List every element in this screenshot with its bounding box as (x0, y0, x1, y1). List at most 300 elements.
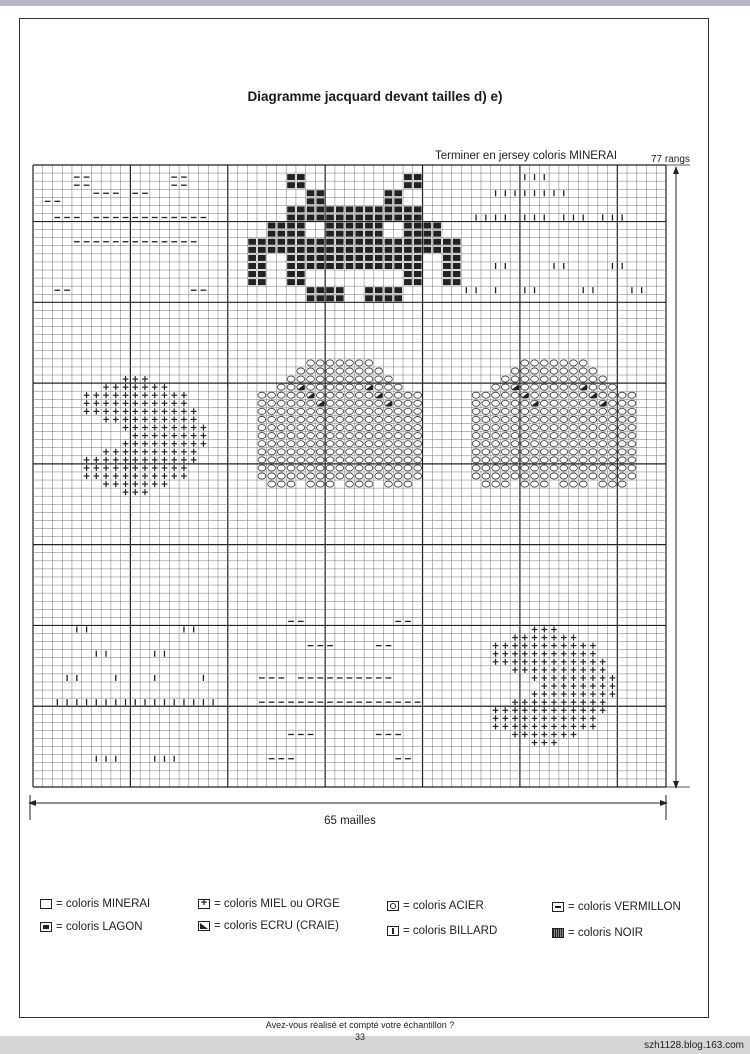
stitch-acier (326, 360, 334, 366)
stitch-acier (492, 457, 500, 463)
stitch-acier (385, 376, 393, 382)
legend-item-miel (198, 898, 340, 910)
stitch-noir (355, 247, 363, 253)
stitch-acier (560, 424, 568, 430)
stitch-acier (599, 384, 607, 390)
stitch-acier (307, 473, 315, 479)
stitch-acier (404, 424, 412, 430)
stitch-acier (570, 424, 578, 430)
stitch-acier (589, 376, 597, 382)
stitch-acier (560, 457, 568, 463)
stitch-acier (326, 400, 334, 406)
legend-label: = coloris MIEL ou ORGE (214, 898, 340, 910)
stitch-acier (375, 441, 383, 447)
stitch-acier (579, 473, 587, 479)
stitch-acier (365, 360, 373, 366)
stitch-acier (365, 481, 373, 487)
stitch-acier (365, 416, 373, 422)
stitch-acier (316, 416, 324, 422)
stitch-acier (540, 416, 548, 422)
stitch-noir (336, 247, 344, 253)
stitch-acier (346, 433, 354, 439)
stitch-acier (540, 360, 548, 366)
stitch-acier (521, 481, 529, 487)
stitch-acier (628, 416, 636, 422)
stitch-acier (521, 457, 529, 463)
stitch-acier (346, 400, 354, 406)
stitch-acier (385, 392, 393, 398)
stitch-acier (375, 368, 383, 374)
stitch-noir (365, 247, 373, 253)
stitch-noir (365, 214, 373, 220)
stitch-acier (307, 424, 315, 430)
stitch-acier (472, 400, 480, 406)
legend-label: = coloris MINERAI (56, 898, 151, 910)
stitch-acier (277, 457, 285, 463)
stitch-acier (297, 449, 305, 455)
stitch-noir (336, 206, 344, 212)
stitch-acier (355, 441, 363, 447)
stitch-acier (297, 376, 305, 382)
stitch-noir (365, 263, 373, 269)
stitch-acier (492, 400, 500, 406)
stitch-acier (365, 408, 373, 414)
stitch-acier (326, 457, 334, 463)
stitch-acier (628, 424, 636, 430)
stitch-acier (521, 441, 529, 447)
stitch-noir (433, 239, 441, 245)
stitch-noir (307, 198, 315, 204)
stitch-noir (297, 271, 305, 277)
stitch-acier (404, 392, 412, 398)
stitch-acier (531, 416, 539, 422)
stitch-noir (375, 206, 383, 212)
stitch-acier (336, 368, 344, 374)
stitch-acier (618, 392, 626, 398)
stitch-acier (570, 360, 578, 366)
stitch-acier (268, 441, 276, 447)
stitch-noir (346, 239, 354, 245)
stitch-acier (277, 465, 285, 471)
stitch-acier (365, 465, 373, 471)
stitch-acier (414, 408, 422, 414)
stitch-acier (628, 473, 636, 479)
stitch-acier (277, 433, 285, 439)
stitch-noir (258, 255, 266, 261)
stitch-acier (628, 457, 636, 463)
stitch-noir (346, 263, 354, 269)
stitch-acier (355, 360, 363, 366)
stitch-noir (414, 214, 422, 220)
stitch-acier (511, 368, 519, 374)
stitch-acier (628, 441, 636, 447)
stitch-acier (589, 457, 597, 463)
stitch-noir (307, 247, 315, 253)
stitch-noir (443, 239, 451, 245)
stitch-acier (394, 392, 402, 398)
stitch-acier (277, 441, 285, 447)
stitch-acier (550, 465, 558, 471)
stitch-noir (394, 295, 402, 301)
stitch-acier (589, 473, 597, 479)
stitch-acier (609, 449, 617, 455)
stitch-acier (618, 465, 626, 471)
stitch-noir (404, 174, 412, 180)
stitch-acier (570, 449, 578, 455)
stitch-acier (540, 400, 548, 406)
stitch-acier (355, 473, 363, 479)
plus-square-icon (198, 899, 210, 909)
stitch-acier (492, 433, 500, 439)
stitch-noir (375, 239, 383, 245)
stitch-acier (287, 457, 295, 463)
stitch-noir (297, 206, 305, 212)
stitch-acier (540, 457, 548, 463)
stitch-acier (336, 416, 344, 422)
stitch-noir (365, 231, 373, 237)
stitch-noir (297, 255, 305, 261)
stitch-acier (618, 441, 626, 447)
stitch-acier (287, 408, 295, 414)
stitch-acier (589, 384, 597, 390)
stitch-acier (307, 481, 315, 487)
stitch-noir (336, 287, 344, 293)
stitch-acier (394, 457, 402, 463)
stitch-acier (511, 400, 519, 406)
stitch-acier (414, 433, 422, 439)
stitch-noir (355, 239, 363, 245)
stitch-acier (501, 473, 509, 479)
stitch-acier (385, 416, 393, 422)
stitch-acier (404, 473, 412, 479)
stitch-acier (277, 408, 285, 414)
stitch-acier (326, 449, 334, 455)
stitch-acier (375, 416, 383, 422)
stitch-acier (346, 449, 354, 455)
triangle-square-icon (198, 921, 210, 931)
stitch-acier (277, 473, 285, 479)
stitch-acier (570, 457, 578, 463)
stitch-acier (287, 433, 295, 439)
stitch-acier (579, 424, 587, 430)
stitch-acier (472, 416, 480, 422)
stitch-acier (589, 449, 597, 455)
stitch-acier (268, 457, 276, 463)
stitch-acier (579, 465, 587, 471)
stitch-acier (365, 376, 373, 382)
stitch-acier (472, 408, 480, 414)
stitch-acier (287, 376, 295, 382)
stitch-acier (579, 400, 587, 406)
stitch-acier (560, 376, 568, 382)
stitch-acier (385, 457, 393, 463)
stitch-noir (287, 223, 295, 229)
stitch-acier (482, 400, 490, 406)
stitch-acier (404, 400, 412, 406)
stitch-noir (316, 295, 324, 301)
footer-text: Avez-vous réalisé et compté votre échantillon ? (265, 1020, 455, 1030)
stitch-noir (404, 182, 412, 188)
stitch-acier (521, 360, 529, 366)
stitch-noir (307, 190, 315, 196)
stitch-acier (560, 449, 568, 455)
stitch-acier (307, 376, 315, 382)
stitch-acier (511, 416, 519, 422)
stitch-acier (336, 400, 344, 406)
stitches-label: 65 mailles (324, 815, 376, 827)
stitch-noir (453, 247, 461, 253)
stitch-acier (589, 441, 597, 447)
stitch-acier (326, 392, 334, 398)
stitch-acier (570, 433, 578, 439)
stitch-acier (375, 449, 383, 455)
stitch-noir (404, 239, 412, 245)
stitch-acier (258, 433, 266, 439)
stitch-acier (579, 408, 587, 414)
stitch-acier (297, 433, 305, 439)
stitch-noir (385, 287, 393, 293)
stitch-noir (414, 271, 422, 277)
stitch-acier (492, 384, 500, 390)
stitch-acier (628, 449, 636, 455)
stitch-acier (316, 457, 324, 463)
legend-item-ecru (198, 920, 339, 932)
stitch-acier (336, 433, 344, 439)
stitch-acier (258, 400, 266, 406)
stitch-acier (531, 384, 539, 390)
stitch-acier (385, 408, 393, 414)
stitch-acier (570, 481, 578, 487)
stitch-acier (346, 424, 354, 430)
stitch-acier (297, 416, 305, 422)
stitch-acier (609, 384, 617, 390)
stitch-acier (316, 441, 324, 447)
stitch-acier (307, 400, 315, 406)
stitch-acier (521, 384, 529, 390)
stitch-acier (492, 416, 500, 422)
height-arrow-bottom (673, 781, 679, 789)
stitch-acier (316, 433, 324, 439)
stitch-acier (375, 408, 383, 414)
stitch-acier (385, 424, 393, 430)
stitch-acier (277, 416, 285, 422)
stitch-acier (531, 424, 539, 430)
stitch-acier (482, 392, 490, 398)
stitch-noir (365, 287, 373, 293)
stitch-acier (414, 465, 422, 471)
stitch-acier (307, 449, 315, 455)
stitch-acier (394, 433, 402, 439)
stitch-noir (394, 198, 402, 204)
stitch-acier (394, 473, 402, 479)
stitch-noir (394, 247, 402, 253)
stitch-noir (385, 263, 393, 269)
stitch-acier (375, 376, 383, 382)
stitch-acier (609, 473, 617, 479)
stitch-acier (550, 473, 558, 479)
stitch-noir (365, 255, 373, 261)
stitch-acier (570, 392, 578, 398)
stitch-acier (531, 465, 539, 471)
stitch-acier (560, 400, 568, 406)
stitch-acier (346, 441, 354, 447)
stitch-acier (570, 384, 578, 390)
stitch-acier (540, 441, 548, 447)
stitch-acier (609, 465, 617, 471)
stitch-acier (472, 449, 480, 455)
stitch-acier (560, 392, 568, 398)
stitch-acier (618, 416, 626, 422)
stitch-acier (258, 416, 266, 422)
stitch-acier (579, 457, 587, 463)
stitch-noir (375, 295, 383, 301)
legend-item-vermillon (552, 901, 681, 913)
stitch-acier (365, 441, 373, 447)
stitch-acier (589, 368, 597, 374)
stitch-acier (628, 400, 636, 406)
stitch-acier (277, 424, 285, 430)
stitch-noir (346, 255, 354, 261)
stitch-acier (492, 408, 500, 414)
stitch-acier (375, 457, 383, 463)
stitch-acier (472, 433, 480, 439)
stitch-noir (326, 239, 334, 245)
stitch-acier (287, 384, 295, 390)
stitch-noir (287, 182, 295, 188)
stitch-acier (560, 416, 568, 422)
stitch-acier (599, 449, 607, 455)
stitch-acier (346, 473, 354, 479)
stitch-acier (414, 392, 422, 398)
stitch-acier (579, 433, 587, 439)
stitch-acier (404, 481, 412, 487)
stitch-noir (355, 263, 363, 269)
stitch-acier (355, 368, 363, 374)
stitch-noir (316, 255, 324, 261)
stitch-acier (336, 424, 344, 430)
stitch-acier (258, 473, 266, 479)
stitch-noir (414, 174, 422, 180)
stitch-acier (482, 424, 490, 430)
stitch-noir (258, 239, 266, 245)
stitch-acier (365, 449, 373, 455)
stitch-noir (297, 239, 305, 245)
stitch-acier (268, 433, 276, 439)
stitch-acier (316, 360, 324, 366)
stitch-noir (326, 231, 334, 237)
stitch-noir (385, 198, 393, 204)
stitch-noir (326, 255, 334, 261)
stitch-acier (365, 473, 373, 479)
stitch-acier (414, 441, 422, 447)
stitch-acier (365, 433, 373, 439)
stitch-acier (355, 481, 363, 487)
stitch-noir (287, 263, 295, 269)
stitch-acier (297, 392, 305, 398)
stitch-acier (570, 376, 578, 382)
stitch-acier (307, 360, 315, 366)
page-title: Diagramme jacquard devant tailles d) e) (247, 89, 503, 104)
stitch-acier (336, 376, 344, 382)
stitch-acier (521, 376, 529, 382)
stitch-noir (414, 255, 422, 261)
stitch-noir (287, 271, 295, 277)
stitch-acier (531, 473, 539, 479)
stitch-acier (540, 368, 548, 374)
stitch-noir (443, 263, 451, 269)
stitch-noir (336, 295, 344, 301)
stitch-noir (433, 231, 441, 237)
stitch-acier (375, 433, 383, 439)
stitch-acier (346, 457, 354, 463)
stitch-acier (482, 416, 490, 422)
stitch-noir (316, 214, 324, 220)
stitch-noir (248, 239, 256, 245)
stitch-noir (316, 206, 324, 212)
stitch-noir (336, 223, 344, 229)
stitch-acier (355, 408, 363, 414)
stitch-acier (521, 408, 529, 414)
stitch-noir (385, 214, 393, 220)
stitch-acier (268, 481, 276, 487)
stitch-noir (433, 223, 441, 229)
stitch-noir (316, 239, 324, 245)
stitch-noir (316, 263, 324, 269)
stitch-acier (346, 376, 354, 382)
stitch-acier (287, 424, 295, 430)
stitch-noir (336, 239, 344, 245)
stitch-acier (560, 473, 568, 479)
stitch-acier (511, 376, 519, 382)
stitch-acier (316, 424, 324, 430)
stitch-acier (404, 416, 412, 422)
stitch-acier (316, 473, 324, 479)
legend-label: = coloris LAGON (56, 921, 143, 933)
stitch-acier (316, 368, 324, 374)
stitch-noir (277, 223, 285, 229)
stitch-acier (375, 465, 383, 471)
stitch-acier (375, 384, 383, 390)
stitch-noir (453, 239, 461, 245)
stitch-noir (248, 247, 256, 253)
stitch-noir (326, 263, 334, 269)
stitch-acier (355, 449, 363, 455)
stitch-acier (599, 376, 607, 382)
stitch-noir (336, 231, 344, 237)
stitch-acier (609, 424, 617, 430)
stitch-acier (511, 465, 519, 471)
stitch-acier (326, 473, 334, 479)
stitch-acier (307, 416, 315, 422)
stitch-noir (375, 263, 383, 269)
stitch-acier (287, 441, 295, 447)
stitch-acier (414, 424, 422, 430)
stitch-noir (277, 239, 285, 245)
stitch-acier (492, 441, 500, 447)
stitch-acier (550, 400, 558, 406)
stitch-acier (482, 408, 490, 414)
stitch-acier (297, 465, 305, 471)
stitch-acier (336, 457, 344, 463)
stitch-noir (385, 247, 393, 253)
stitch-noir (297, 247, 305, 253)
stitch-acier (346, 465, 354, 471)
stitch-noir (453, 271, 461, 277)
stitch-acier (307, 368, 315, 374)
stitch-acier (511, 457, 519, 463)
stitch-acier (560, 408, 568, 414)
stitch-acier (511, 424, 519, 430)
